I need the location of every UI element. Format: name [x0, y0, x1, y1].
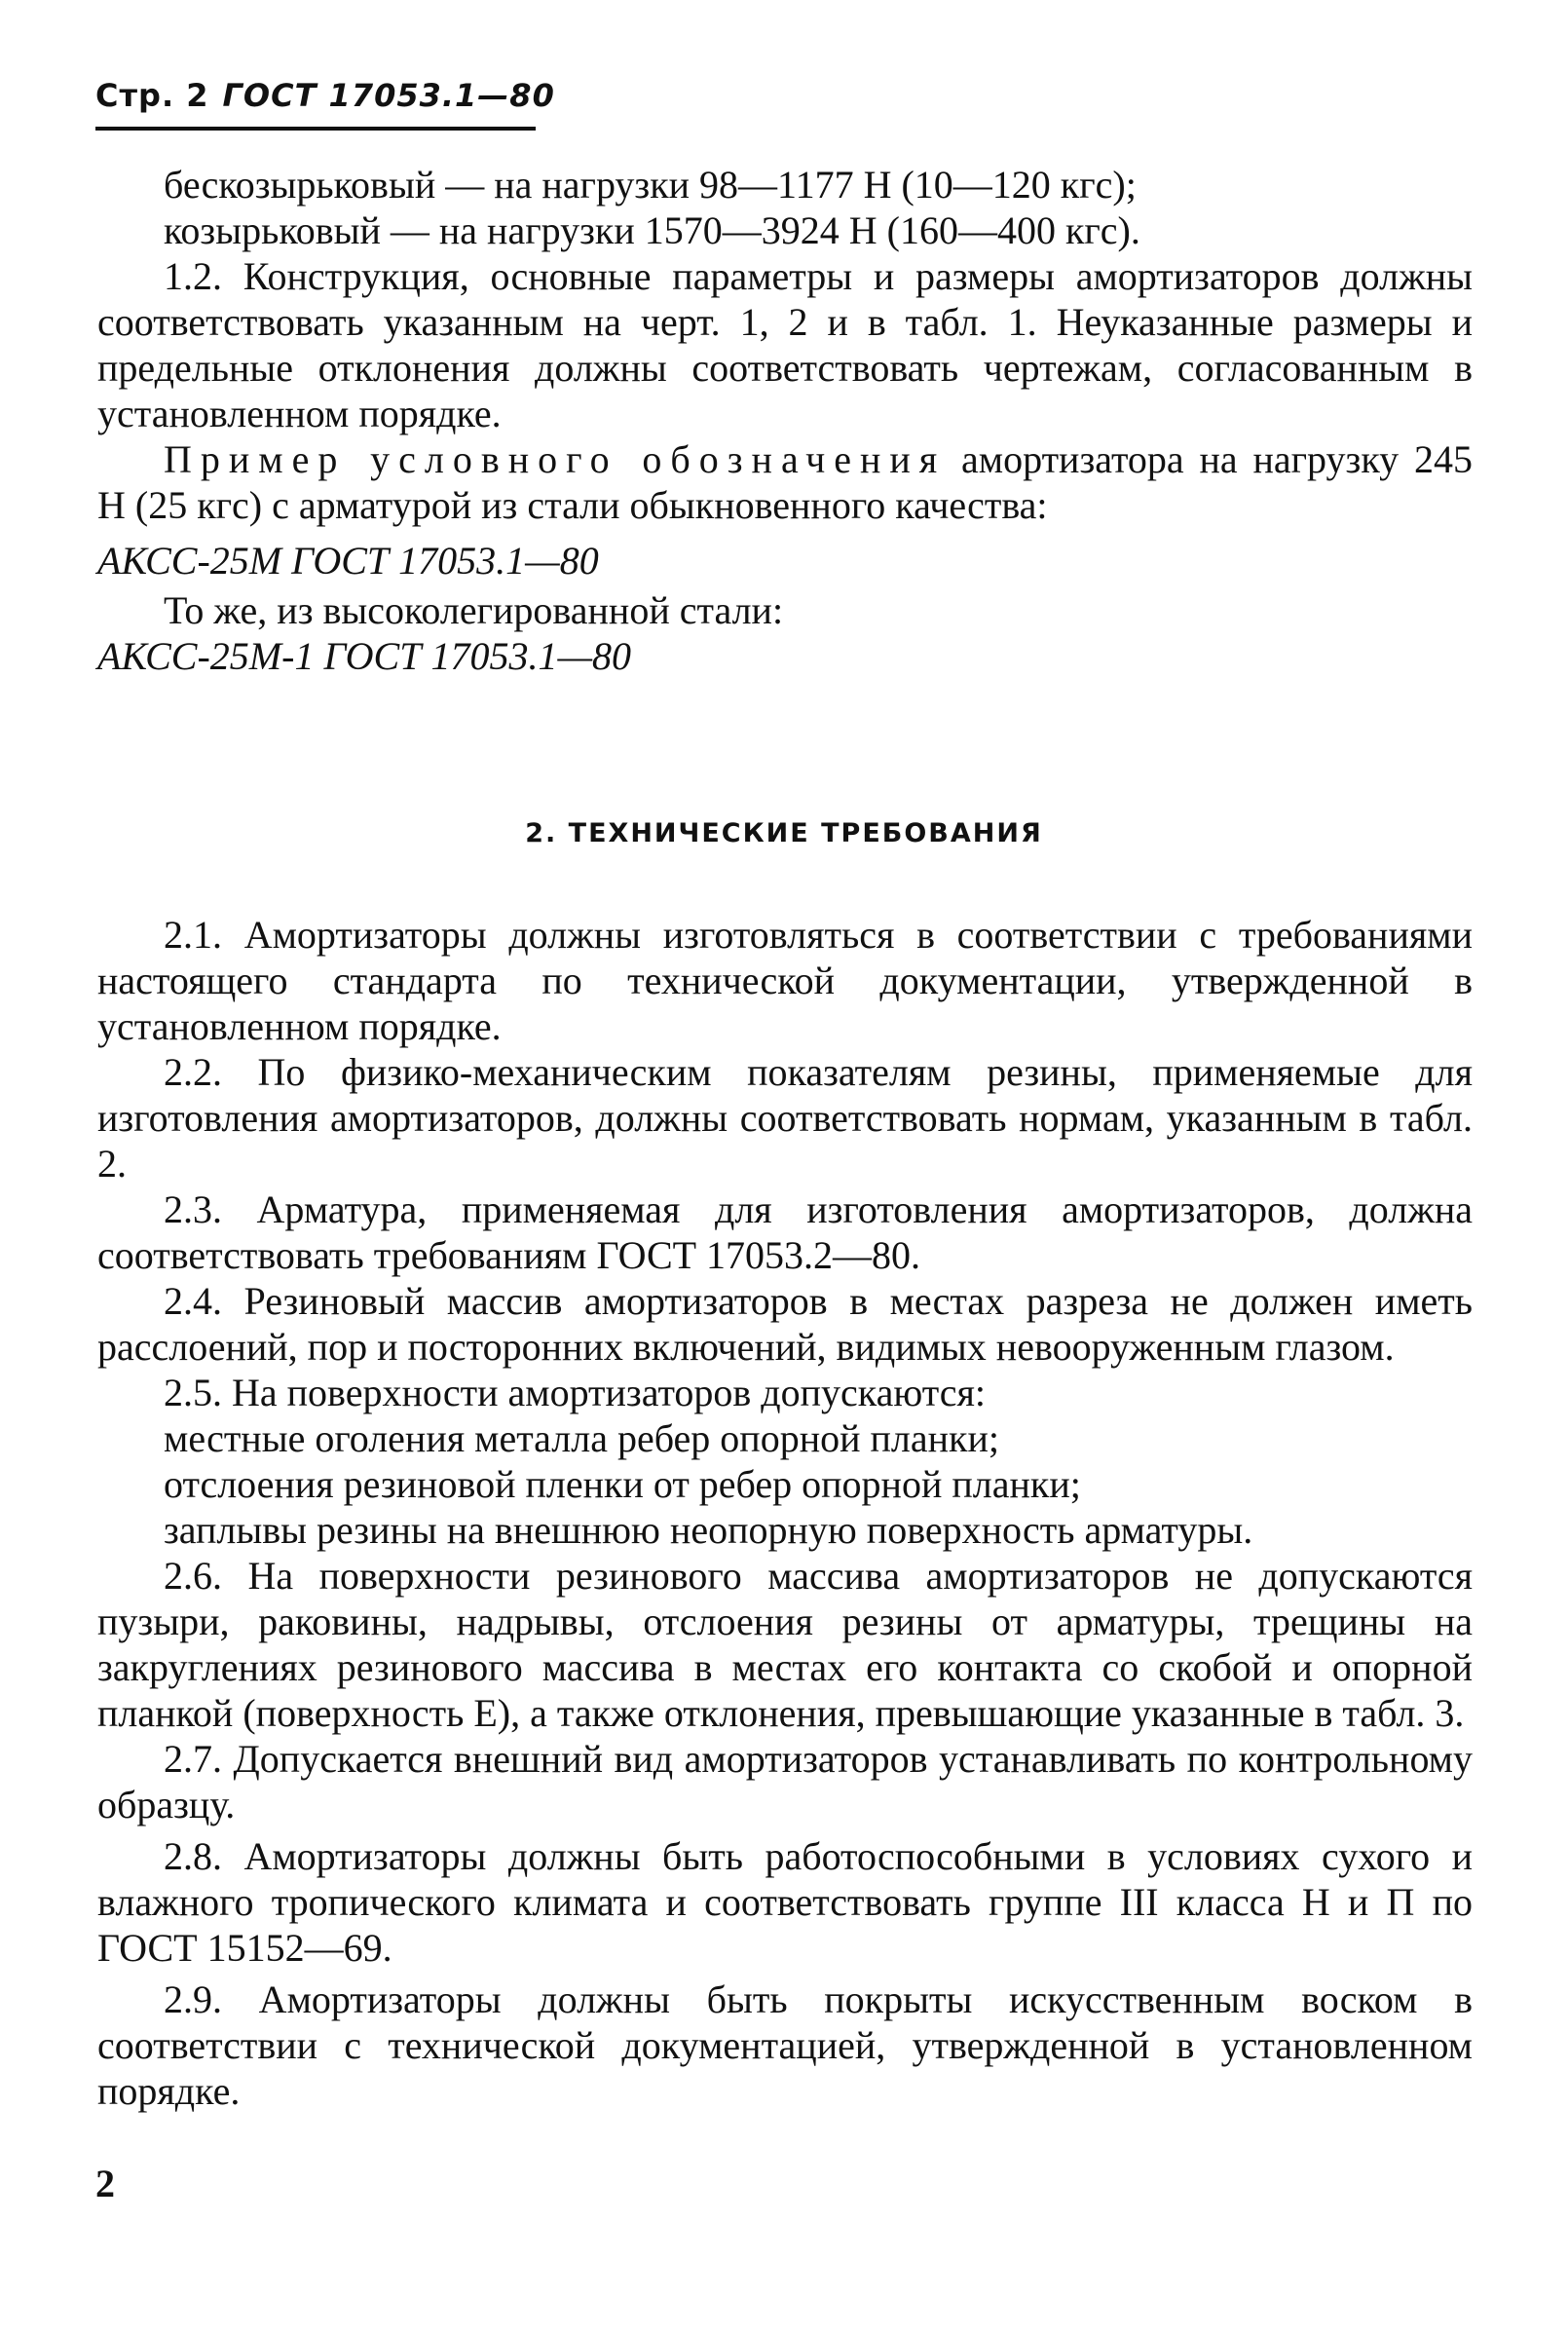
paragraph-2-3: 2.3. Арматура, применяемая для изготовления амортизаторов, должна соответствовать требованиям ГОСТ 17053.2—80.	[97, 1187, 1473, 1277]
section-title: 2. ТЕХНИЧЕСКИЕ ТРЕБОВАНИЯ	[525, 818, 1043, 848]
section-2-body	[97, 912, 1473, 2114]
paragraph-2-6: 2.6. На поверхности резинового массива амортизаторов не допускаются пузыри, раковины, надрывы, отслоения резины от арматуры, трещины на закруглениях резинового массива в местах его контакта со скобой и опорной планкой (поверхность Е), а также отклонения, превышающие указанные в табл. 3.	[97, 1554, 1473, 1735]
page-header	[95, 76, 555, 115]
paragraph-2-5: 2.5. На поверхности амортизаторов допускаются:	[164, 1371, 986, 1414]
list-item-3: заплывы резины на внешнюю неопорную поверхность арматуры.	[164, 1508, 1253, 1552]
designation-1: АКСС-25М ГОСТ 17053.1—80	[97, 539, 599, 583]
paragraph-2-2: 2.2. По физико-механическим показателям резины, применяемые для изготовления амортизаторов, должны соответствовать нормам, указанным в табл. 2.	[97, 1050, 1473, 1186]
example-paragraph	[97, 436, 1473, 528]
list-item-1: местные оголения металла ребер опорной планки;	[164, 1416, 999, 1460]
paragraph-2-4: 2.4. Резиновый массив амортизаторов в местах разреза не должен иметь расслоений, пор и посторонних включений, видимых невооруженным глазом.	[97, 1279, 1473, 1369]
paragraph-2-7: 2.7. Допускается внешний вид амортизаторов устанавливать по контрольному образцу.	[97, 1737, 1473, 1826]
page-label: Стр. 2	[95, 77, 209, 114]
standard-number: ГОСТ 17053.1—80	[222, 77, 555, 114]
load-range-visored: козырьковый — на нагрузки 1570—3924 Н (160—400 кгс).	[164, 208, 1140, 252]
header-rule	[95, 127, 536, 131]
example-label: Пример условного обозначения	[164, 437, 947, 481]
designation-2: АКСС-25М-1 ГОСТ 17053.1—80	[97, 634, 632, 678]
list-item-2: отслоения резиновой пленки от ребер опорной планки;	[164, 1462, 1081, 1506]
example-text: амортизатора на нагрузку 245 Н (25 кгс) с арматурой из стали обыкновенного качества:	[97, 437, 1473, 527]
paragraph-2-1: 2.1. Амортизаторы должны изготовляться в соответствии с требованиями настоящего стандарта по технической документации, утвержденной в установленном порядке.	[97, 913, 1473, 1048]
paragraph-2-9: 2.9. Амортизаторы должны быть покрыты искусственным воском в соответствии с технической документацией, утвержденной в установленном порядке.	[97, 1977, 1473, 2113]
intro-block	[97, 162, 1473, 679]
load-range-unvisored: бескозырьковый — на нагрузки 98—1177 Н (10—120 кгс);	[164, 163, 1137, 207]
same-variant-text: То же, из высоколегированной стали:	[164, 588, 784, 632]
paragraph-1-2: 1.2. Конструкция, основные параметры и размеры амортизаторов должны соответствовать указанным на черт. 1, 2 и в табл. 1. Неуказанные размеры и предельные отклонения должны соответствовать чертежам, согласованным в установленном порядке.	[97, 254, 1473, 435]
page-number: 2	[95, 2162, 115, 2205]
paragraph-2-8: 2.8. Амортизаторы должны быть работоспособными в условиях сухого и влажного тропического климата и соответствовать группе III класса Н и П по ГОСТ 15152—69.	[97, 1834, 1473, 1970]
